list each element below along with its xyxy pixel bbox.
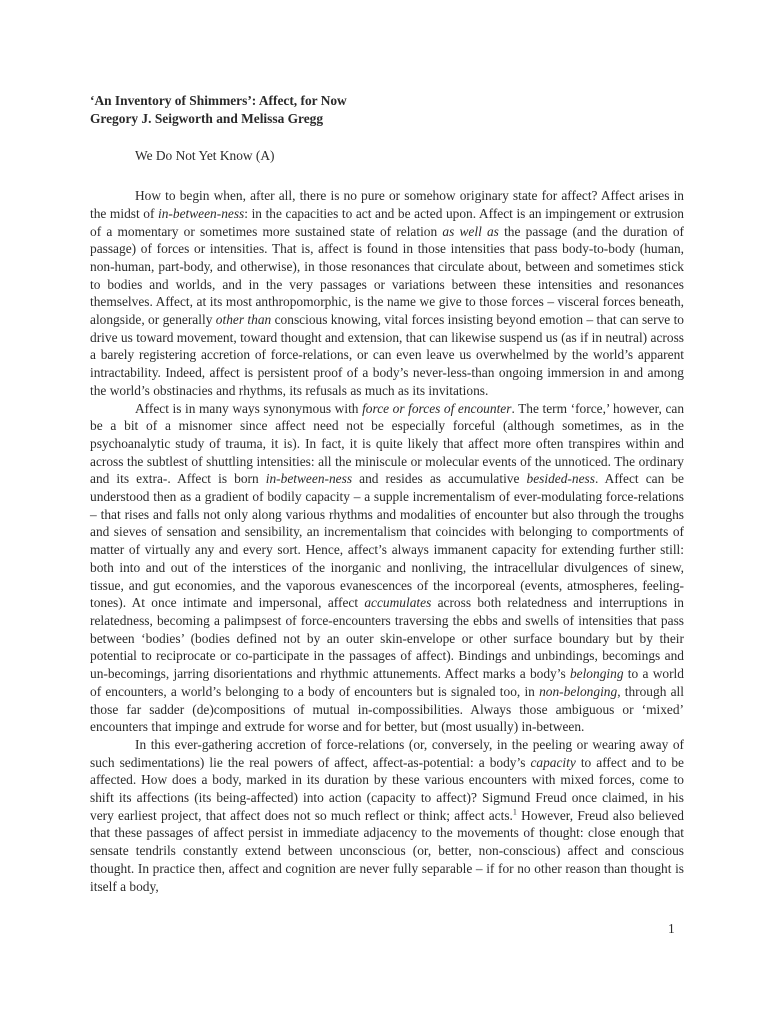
paragraph-2: Affect is in many ways synonymous with force or forces of encounter. The term ‘force,’ however, can be a bit of a misnomer since affect need not be especially forceful (although sometimes, as in the psychoanalytic study of trauma, it is). In fact, it is quite likely that affect more often transpires within and across the subtlest of shuttling intensities: all the miniscule or molecular events of the unnoticed. The ordinary and its extra-. Affect is born in-between-ness and resides as accumulative besided-ness. Affect can be understood then as a gradient of bodily capacity – a supple incrementalism of ever-modulating force-relations – that rises and falls not only along various rhythms and modalities of encounter but also through the troughs and sieves of sensation and sensibility, an incrementalism that coincides with belonging to comportments of matter of virtually any and every sort. Hence, affect’s always immanent capacity for extending further still: both into and out of the interstices of the inorganic and nonliving, the intracellular divulgences of sinew, tissue, and gut economies, and the vaporous evanescences of the incorporeal (events, atmospheres, feeling-tones). At once intimate and impersonal, affect accumulates across both relatedness and interruptions in relatedness, becoming a palimpsest of force-encounters traversing the ebbs and swells of intensities that pass between ‘bodies’ (bodies defined not by an outer skin-envelope or other surface boundary but by their potential to reciprocate or co-participate in the passages of affect). Bindings and unbindings, becomings and un-becomings, jarring disorientations and rhythmic attunements. Affect marks a body’s belonging to a world of encounters, a world’s belonging to a body of encounters but is signaled too, in non-belonging, through all those far sadder (de)compositions of mutual in-compossibilities. Always those ambiguous or ‘mixed’ encounters that impinge and extrude for worse and for better, but (most usually) in-between. [90, 400, 685, 735]
document-body [90, 92, 684, 895]
paragraph-1: How to begin when, after all, there is no pure or somehow originary state for affect? Affect arises in the midst of in-between-ness: in the capacities to act and be acted upon. Affect is an impingement or extrusion of a momentary or sometimes more sustained state of relation as well as the passage (and the duration of passage) of forces or intensities. That is, affect is found in those intensities that pass body-to-body (human, non-human, part-body, and otherwise), in those resonances that circulate about, between and sometimes stick to bodies and worlds, and in the very passages or variations between these intensities and resonances themselves. Affect, at its most anthropomorphic, is the name we give to those forces – visceral forces beneath, alongside, or generally other than conscious knowing, vital forces insisting beyond emotion – that can serve to drive us toward movement, toward thought and extension, that can likewise suspend us (as if in neutral) across a barely registering accretion of force-relations, or can even leave us overwhelmed by the world’s apparent intractability. Indeed, affect is persistent proof of a body’s never-less-than ongoing immersion in and among the world’s obstinacies and rhythms, its refusals as much as its invitations. [90, 188, 685, 398]
document-authors: Gregory J. Seigworth and Melissa Gregg [90, 110, 324, 126]
paragraph-3: In this ever-gathering accretion of force-relations (or, conversely, in the peeling or wearing away of such sedimentations) lie the real powers of affect, affect-as-potential: a body’s capacity to affect and to be affected. How does a body, marked in its duration by these various encounters with mixed forces, come to shift its affections (its being-affected) into action (capacity to affect)? Sigmund Freud once claimed, in his very earliest project, that affect does not so much reflect or think; affect acts.$^1$ However, Freud also believed that these passages of affect persist in immediate adjacency to the movements of thought: close enough that sensate tendrils constantly extend between unconscious (or, better, non-conscious) affect and conscious thought. In practice then, affect and cognition are never fully separable – if for no other reason than thought is itself a body, [90, 736, 685, 894]
section-heading: We Do Not Yet Know (A) [135, 148, 275, 164]
page-number: 1 [668, 921, 675, 936]
footnote-marker[interactable]: 1 [512, 807, 517, 817]
document-title: ‘An Inventory of Shimmers’: Affect, for Now [90, 93, 347, 108]
